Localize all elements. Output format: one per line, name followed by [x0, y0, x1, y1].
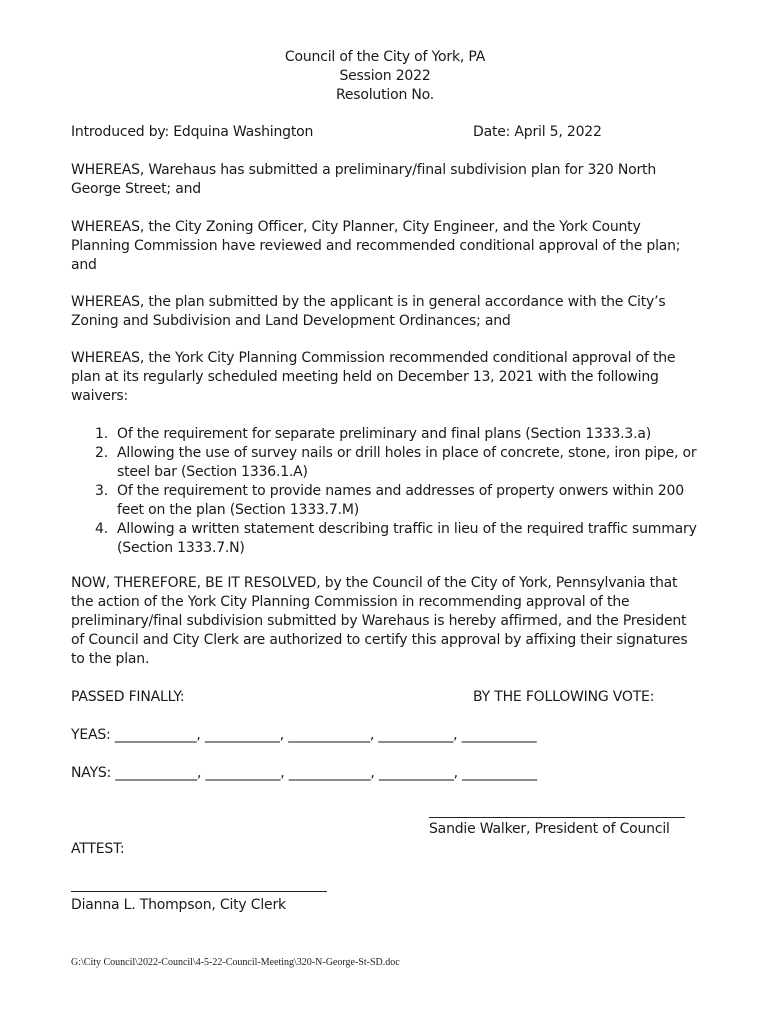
- president-signature-line: [429, 817, 685, 818]
- list-item-number: 1.: [95, 426, 108, 442]
- passed-finally-label: PASSED FINALLY:: [71, 689, 185, 705]
- list-item-text: Of the requirement for separate preliminary and final plans (Section 1333.3.a): [117, 426, 651, 442]
- vote-label: BY THE FOLLOWING VOTE:: [473, 689, 655, 705]
- list-item: [71, 482, 703, 520]
- whereas-paragraph-1: WHEREAS, Warehaus has submitted a preliminary/final subdivision plan for 320 North George Street; and: [71, 162, 657, 197]
- session-label: Session 2022: [339, 68, 431, 84]
- council-title: Council of the City of York, PA: [284, 49, 486, 65]
- list-item-text: Allowing the use of survey nails or drill holes in place of concrete, stone, iron pipe, or steel bar (Section 1336.1.A): [117, 445, 697, 480]
- list-item: [71, 425, 703, 444]
- list-item-number: 2.: [95, 445, 108, 461]
- resolution-number: Resolution No.: [335, 87, 435, 103]
- introduced-by: Introduced by: Edquina Washington: [71, 124, 314, 140]
- list-item-text: Of the requirement to provide names and addresses of property onwers within 200 feet on the plan (Section 1333.7.M): [117, 483, 684, 518]
- list-item-number: 3.: [95, 483, 108, 499]
- resolution-date: Date: April 5, 2022: [473, 124, 602, 140]
- yeas-line: YEAS: ____________, ___________, ____________, ___________, ___________: [71, 727, 537, 743]
- list-item-text: Allowing a written statement describing traffic in lieu of the required traffic summary (Section 1333.7.N): [117, 521, 697, 556]
- waiver-list: [71, 425, 703, 558]
- list-item: [71, 444, 703, 482]
- clerk-signature-label: Dianna L. Thompson, City Clerk: [71, 897, 286, 913]
- list-item: [71, 520, 703, 558]
- list-item-number: 4.: [95, 521, 108, 537]
- clerk-signature-line: [71, 891, 327, 892]
- attest-label: ATTEST:: [71, 841, 125, 857]
- file-path-footer: G:\City Council\2022-Council\4-5-22-Council-Meeting\320-N-George-St-SD.doc: [71, 957, 400, 968]
- president-signature-label: Sandie Walker, President of Council: [429, 821, 670, 837]
- whereas-paragraph-2: WHEREAS, the City Zoning Officer, City Planner, City Engineer, and the York County Planning Commission have reviewed and recommended conditional approval of the plan; and: [71, 219, 681, 273]
- resolved-paragraph: NOW, THEREFORE, BE IT RESOLVED, by the Council of the City of York, Pennsylvania that the action of the York City Planning Commission in recommending approval of the preliminary/final subdivision submitted by Warehaus is hereby affirmed, and the President of Council and City Clerk are authorized to certify this approval by affixing their signatures to the plan.: [71, 575, 688, 667]
- whereas-paragraph-4: WHEREAS, the York City Planning Commission recommended conditional approval of the plan at its regularly scheduled meeting held on December 13, 2021 with the following waivers:: [71, 350, 676, 404]
- whereas-paragraph-3: WHEREAS, the plan submitted by the applicant is in general accordance with the City’s Zoning and Subdivision and Land Development Ordinances; and: [71, 294, 666, 329]
- nays-line: NAYS: ____________, ___________, ____________, ___________, ___________: [71, 765, 537, 781]
